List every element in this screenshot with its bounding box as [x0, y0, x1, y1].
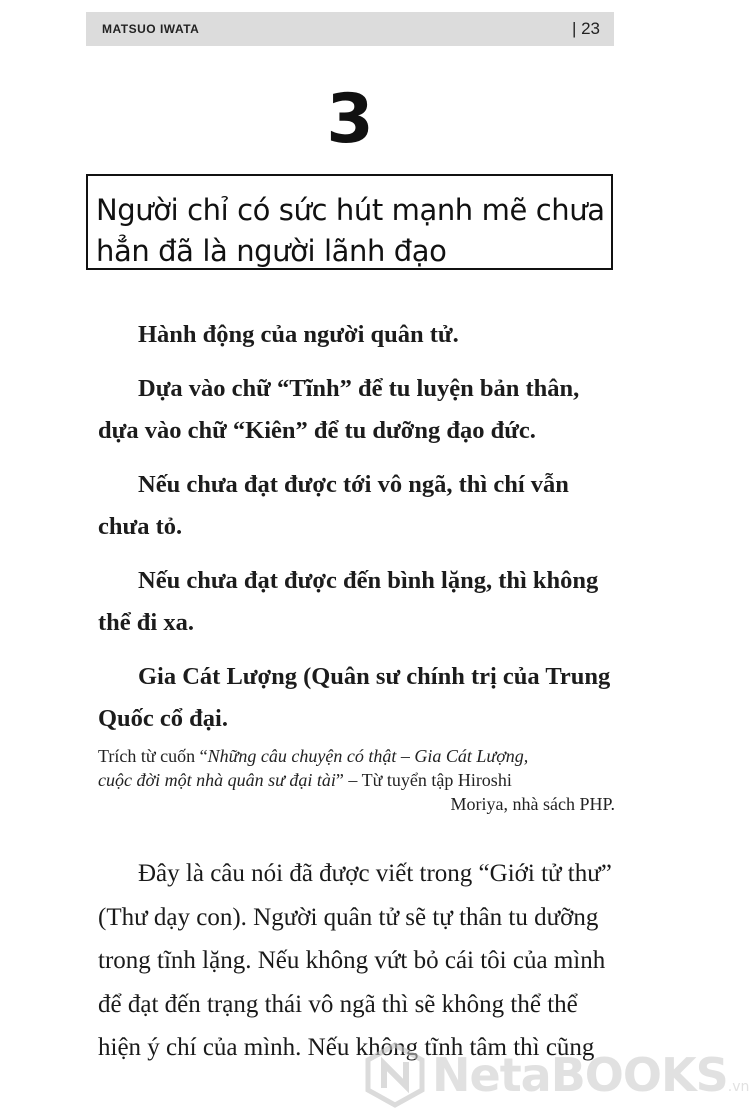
- chapter-title-box: [86, 174, 613, 270]
- netabooks-logo-icon: [364, 1042, 426, 1108]
- quote-paragraph: [98, 560, 618, 644]
- body-line: để đạt đến trạng thái vô ngã thì sẽ không thể thể: [98, 990, 578, 1018]
- body-paragraph: [98, 852, 616, 1070]
- author-name: MATSUO IWATA: [102, 22, 200, 36]
- quote-line: Dựa vào chữ “Tĩnh” để tu luyện bản thân,: [138, 375, 580, 402]
- citation-line: Trích từ cuốn “Những câu chuyện có thật – Gia Cát Lượng,: [98, 746, 529, 766]
- body-line: Đây là câu nói đã được viết trong “Giới tử thư”: [138, 860, 612, 887]
- quote-line: chưa tỏ.: [98, 513, 183, 540]
- quote-line: Gia Cát Lượng (Quân sư chính trị của Trung: [138, 663, 611, 690]
- epigraph-quote: [98, 314, 618, 752]
- quote-paragraph: [98, 314, 618, 356]
- watermark-text: NetaBOOKS.vn: [432, 1048, 749, 1102]
- running-header: [86, 12, 614, 46]
- chapter-title-line: hẳn đã là người lãnh đạo: [96, 234, 447, 268]
- quote-line: Hành động của người quân tử.: [138, 321, 459, 348]
- body-line: hiện ý chí của mình. Nếu không tĩnh tâm thì cũng: [98, 1034, 595, 1061]
- quote-line: Quốc cổ đại.: [98, 705, 228, 732]
- quote-line: dựa vào chữ “Kiên” để tu dưỡng đạo đức.: [98, 417, 536, 444]
- chapter-title-line: Người chỉ có sức hút mạnh mẽ chưa: [96, 193, 605, 227]
- quote-attribution: [98, 656, 618, 740]
- quote-line: Nếu chưa đạt được tới vô ngã, thì chí vẫn: [138, 471, 569, 498]
- citation-line: Moriya, nhà sách PHP.: [450, 794, 615, 814]
- chapter-number: 3: [326, 80, 374, 159]
- quote-paragraph: [98, 368, 618, 452]
- watermark: [360, 1040, 749, 1110]
- quote-paragraph: [98, 464, 618, 548]
- body-line: trong tĩnh lặng. Nếu không vứt bỏ cái tôi của mình: [98, 947, 606, 974]
- page-number: | 23: [571, 19, 600, 38]
- quote-line: Nếu chưa đạt được đến bình lặng, thì không: [138, 567, 599, 594]
- citation-line: cuộc đời một nhà quân sư đại tài” – Từ tuyển tập Hiroshi: [98, 770, 512, 790]
- quote-line: thể đi xa.: [98, 609, 194, 636]
- source-citation: [98, 744, 615, 816]
- body-line: (Thư dạy con). Người quân tử sẽ tự thân tu dưỡng: [98, 903, 599, 931]
